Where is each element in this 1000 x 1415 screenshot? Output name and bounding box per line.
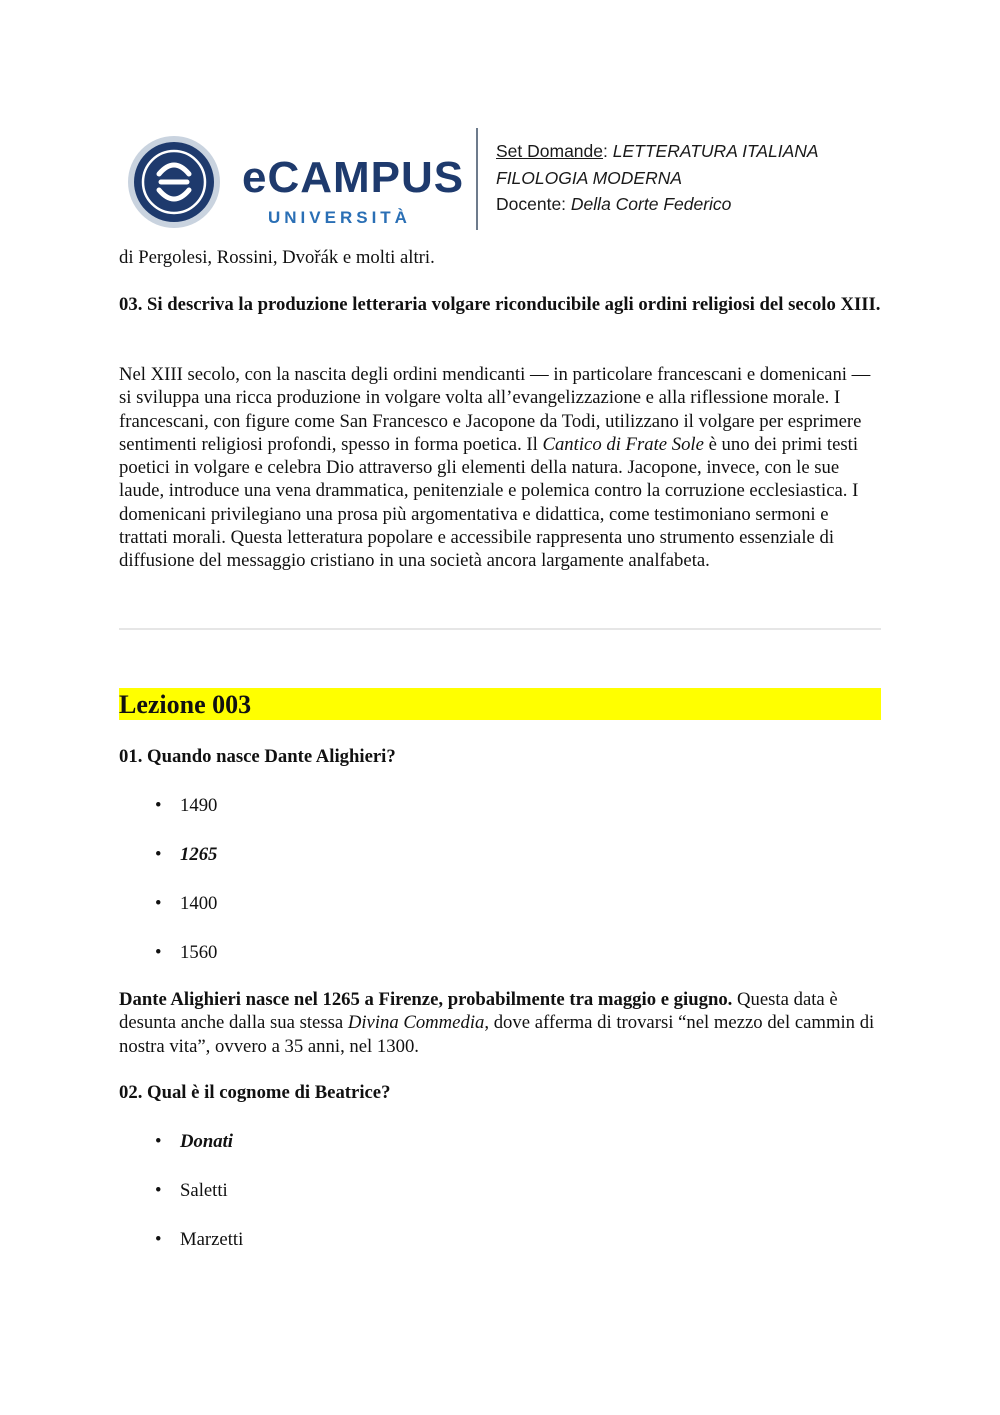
course-line-3 — [496, 191, 819, 218]
option-item — [155, 941, 217, 964]
docente-label: Docente: — [496, 194, 567, 214]
brand-wordmark: eCAMPUS — [242, 153, 465, 202]
option-item — [155, 794, 217, 817]
l3-question-01: 01. Quando nasce Dante Alighieri? — [119, 746, 396, 767]
question-03: 03. Si descriva la produzione letteraria volgare riconducibile agli ordini religiosi del secolo XIII. — [119, 294, 881, 315]
l3-answer-01 — [119, 988, 881, 1058]
option-label: Saletti — [180, 1180, 228, 1201]
option-label: 1490 — [180, 795, 218, 816]
l3-question-02: 02. Qual è il cognome di Beatrice? — [119, 1082, 391, 1103]
answer-bold: Dante Alighieri nasce nel 1265 a Firenze, probabilmente tra maggio e giugno. — [119, 989, 733, 1010]
answer-03-italic: Cantico di Frate Sole — [542, 433, 704, 455]
set-label: Set Domande — [496, 141, 604, 161]
answer-03 — [119, 363, 881, 573]
option-label: 1560 — [180, 942, 218, 963]
course-info — [496, 138, 819, 218]
answer-part-a: Questa data è desunta anche dalla sua stessa — [119, 989, 838, 1034]
option-item — [155, 892, 217, 915]
bullet: • — [155, 1131, 162, 1152]
option-label: Marzetti — [180, 1229, 244, 1250]
university-seal-icon — [126, 134, 222, 230]
bullet: • — [155, 942, 162, 963]
course-line-1 — [496, 138, 819, 165]
ecampus-logo — [126, 132, 466, 228]
option-label-correct: Donati — [180, 1131, 233, 1152]
continued-text: di Pergolesi, Rossini, Dvořák e molti altri. — [119, 247, 435, 268]
answer-03-part-b: è uno dei primi testi poetici in volgare e celebra Dio attraverso gli elementi della natura. Jacopone, invece, con le sue laude, introduce una vena drammatica, penitenziale e polemica contro la corruzione ecclesiastica. I domenicani privilegiano una prosa più argomentativa e didattica, come testimoniano sermoni e trattati morali. Questa letteratura popolare e accessibile rappresenta uno strumento essenziale di diffusione del messaggio cristiano in una società ancora largamente analfabeta. — [119, 433, 859, 572]
docente-name: Della Corte Federico — [570, 194, 732, 214]
bullet: • — [155, 795, 162, 816]
brand-subtitle: UNIVERSITÀ — [268, 208, 411, 227]
option-label-correct: 1265 — [180, 844, 218, 865]
header-divider — [476, 128, 478, 230]
answer-part-b: , dove afferma di trovarsi “nel mezzo del cammin di nostra vita”, ovvero a 35 anni, nel 1300. — [119, 1012, 875, 1057]
answer-03-part-a: Nel XIII secolo, con la nascita degli ordini mendicanti — in particolare francescani e domenicani — si sviluppa una ricca produzione in volgare volta all’evangelizzazione e alla riflessione morale. I francescani, con figure come San Francesco e Jacopone da Todi, utilizzano il volgare per esprimere sentimenti religiosi profondi, spesso in forma poetica. Il — [119, 364, 871, 455]
answer-italic: Divina Commedia — [347, 1012, 485, 1034]
set-sep: : — [603, 141, 608, 161]
option-item-correct — [155, 843, 217, 866]
bullet: • — [155, 844, 162, 865]
lesson-heading: Lezione 003 — [119, 688, 881, 720]
option-label: 1400 — [180, 893, 218, 914]
option-item-correct — [155, 1130, 233, 1153]
bullet: • — [155, 1180, 162, 1201]
bullet: • — [155, 893, 162, 914]
course-subtitle: FILOLOGIA MODERNA — [496, 167, 683, 188]
section-divider — [119, 628, 881, 630]
bullet: • — [155, 1229, 162, 1250]
option-item — [155, 1228, 243, 1251]
course-line-2 — [496, 165, 819, 192]
course-title: LETTERATURA ITALIANA — [612, 141, 819, 161]
option-item — [155, 1179, 228, 1202]
document-header — [126, 128, 886, 230]
